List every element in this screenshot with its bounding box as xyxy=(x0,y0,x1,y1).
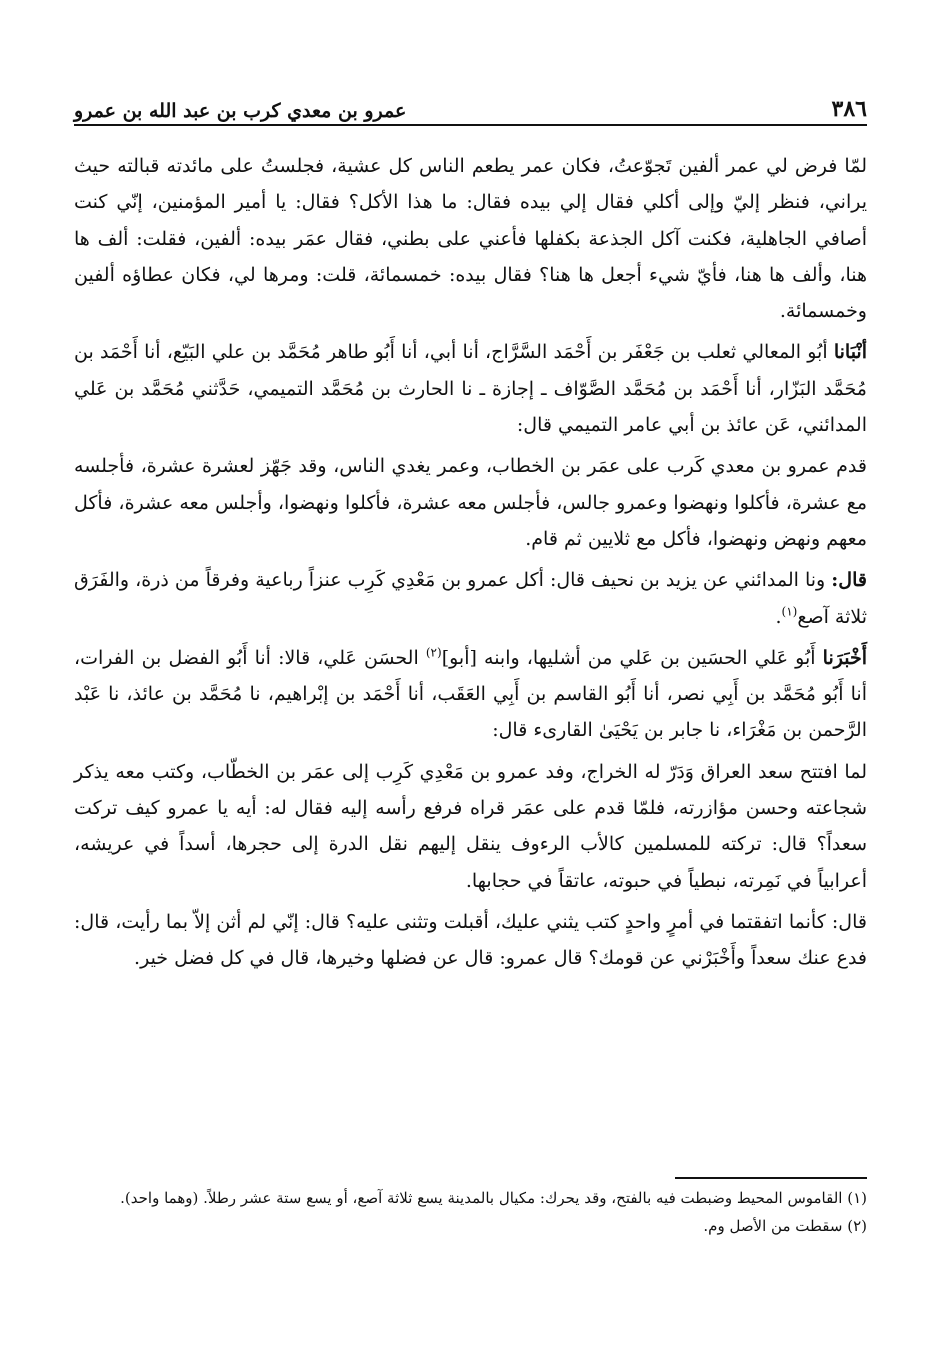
paragraph-text: قدم عمرو بن معدي كَرب على عمَر بن الخطاب، وعمر يغدي الناس، وقد جَهّز لعشرة عشرة، فأجلسه مع عشرة، فأكلوا ونهضوا وعمرو جالس، فأجلس معه عشرة، فأكلوا ونهضوا، وأجلس معه عشرة، فأكل معهم ونهض ونهضوا، فأكل مع ثلايين ثم قام. xyxy=(74,455,867,550)
paragraph-text: لمّا فرض لي عمر ألفين تَجوّعتُ، فكان عمر يطعم الناس كل عشية، فجلستُ على مائدته قبالته حيث يراني، فنظر إليّ وإلى أكلي فقال إلي بيده فقال: ما هذا الأكل؟ فقال: يا أمير المؤمنين، إنّي كنت أصافي الجاهلية، فكنت آكل الجذعة بكفلها فأعني على بطني، فقال عمَر بيده: ألفين، فقلت: ألف ها هنا، وألف ها هنا، فأيّ شيء أجعل ها هنا؟ فقال بيده: خمسمائة، قلت: ومرها لي، فكان عطاؤه ألفين وخمسمائة. xyxy=(74,155,867,323)
footnotes xyxy=(74,1184,867,1240)
paragraph xyxy=(74,448,867,557)
running-header xyxy=(74,82,867,122)
running-title: عمرو بن معدي كرب بن عبد الله بن عمرو xyxy=(74,100,407,122)
paragraph-text: لما افتتح سعد العراق وَدَرّ له الخراج، وفد عمرو بن مَعْدِي كَرِب إلى عمَر بن الخطّاب، وكتب معه يذكر شجاعته وحسن مؤازرته، فلمّا قدم على عمَر قراه فرفع رأسه إليه فقال له: أيه يا عمرو كيف تركت سعداً؟ قال: تركته للمسلمين كالأب الرءوف ينقل إليهم نقل الدرة إلى حجرها، أسداً في عريشه، أعرابياً في نَمِرته، نبطياً في حبوته، عاتقاً في حجابها. xyxy=(74,760,867,892)
paragraph-lead: قال: xyxy=(831,569,867,592)
paragraph-text: قال: كأنما اتفقتما في أمرٍ واحدٍ كتب يثني عليك، أقبلت وتثنى عليه؟ قال: إنّي لم أثن إلاّ بما رأيت، قال: فدع عنك سعداً وأَخْبَرْني عن قومك؟ قال عمرو: قال عن فضلها وخيرها، قال في كل فضل خير. xyxy=(74,910,867,970)
paragraph-lead: أنْبَانا xyxy=(833,341,867,364)
page-number: ٣٨٦ xyxy=(831,96,867,122)
body-text xyxy=(74,148,867,982)
paragraph-text: أَبُو عَلي الحسَين بن عَلي من أشليها، وابنه [أبو] xyxy=(441,646,823,669)
paragraph-tail: . xyxy=(775,605,782,628)
paragraph xyxy=(74,640,867,749)
footnote-ref: (٢) xyxy=(425,645,442,660)
footnote: (٢) سقطت من الأصل وم. xyxy=(703,1217,867,1235)
footnote-ref: (١) xyxy=(781,604,798,619)
paragraph xyxy=(74,754,867,899)
footnote: (١) القاموس المحيط وضبطت فيه بالفتح، وقد يحرك: مكيال بالمدينة يسع ثلاثة آصع، أو يسع ستة عشر رطلاً. (وهما واحد). xyxy=(120,1189,867,1207)
paragraph xyxy=(74,562,867,635)
paragraph-tail: الحسَن عَلي، قالا: أنا أَبُو الفضل بن الفرات، أنا أَبُو مُحَمَّد بن أَبِي نصر، أنا أَبُو القاسم بن أَبِي العَقَب، أنا أَحْمَد بن إبْراهيم، نا مُحَمَّد بن عائذ، نا عَبْد الرَّحمن بن مَغْرَاء، نا جابر بن يَحْيَىٰ القارىء قال: xyxy=(74,646,867,742)
footnote-rule xyxy=(675,1177,867,1179)
paragraph xyxy=(74,334,867,443)
paragraph xyxy=(74,148,867,329)
paragraph xyxy=(74,904,867,977)
paragraph-text: ونا المدائني عن يزيد بن نحيف قال: أكل عمرو بن مَعْدِي كَرِب عنزاً رباعية وفرقاً من ذرة، والفَرَق ثلاثة آصع xyxy=(74,569,867,628)
paragraph-text: أبُو المعالي ثعلب بن جَعْفَر بن أَحْمَد السَّرَّاج، أنا أبي، أنا أَبُو طاهر مُحَمَّد بن علي البَيّع، أنا أَحْمَد بن مُحَمَّد البَزّار، أنا أَحْمَد بن مُحَمَّد الصَّوّاف ـ إجازة ـ نا الحارث بن مُحَمَّد التميمي، حَدَّثني مُحَمَّد بن عَلي المدائني، عَن عائذ بن أبي عامر التميمي قال: xyxy=(74,341,867,437)
paragraph-lead: أَخْبَرَنا xyxy=(822,646,867,669)
header-rule xyxy=(74,124,867,126)
